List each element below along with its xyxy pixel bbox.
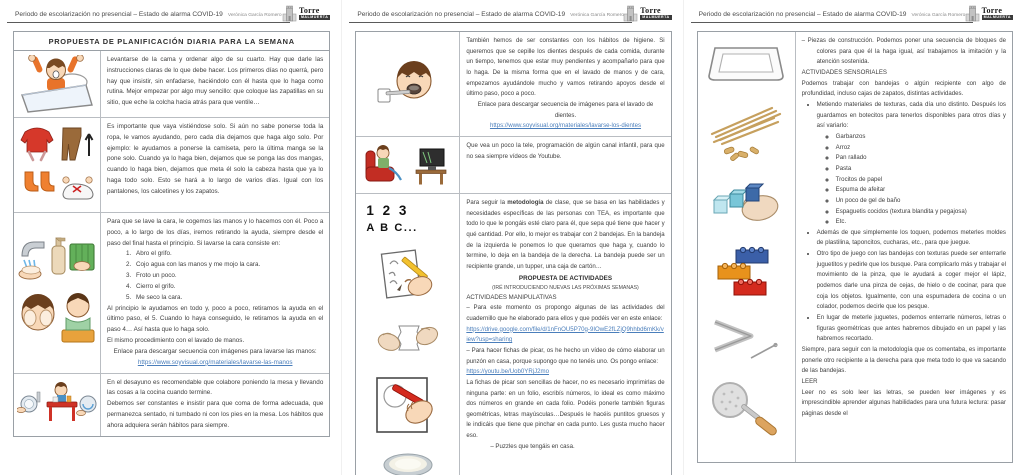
page-3 [683, 0, 1024, 475]
table-row [14, 118, 329, 213]
bullet-item: • Otro tipo de juego con las bandejas con texturas puede ser enterrarle juguetitos y pedirle que los busque. Para complicarlo más y trabajar el movimiento de la pinza, que le ayudará a coger mejor el lápiz, podemos darle una pinza de cejas, de hielo o de cocinar, para que coja los objetos. Igualmente, con una espumadera de cocina o un colador, podemos decirle que los pesque. [817, 249, 1006, 313]
step-item: 2. Cojo agua con las manos y me mojo la cara. [133, 260, 323, 271]
material-item: ◦ Un poco de gel de baño [836, 196, 1006, 207]
materials-list [802, 132, 1006, 228]
table-row [356, 32, 670, 137]
logo-text [299, 7, 330, 20]
page-header [355, 5, 671, 28]
breakfast-table-pictograms [14, 374, 101, 436]
header-title [699, 11, 966, 18]
material-item: ◦ Espaguetis cocidos (textura blandita y pegajosa) [836, 207, 1006, 218]
section-label: ACTIVIDADES SENSORIALES [801, 68, 887, 76]
material-item: ◦ Etc. [836, 217, 1006, 228]
castle-tower-icon [282, 5, 297, 22]
material-item: ◦ Arroz [836, 143, 1006, 154]
tray-photo [707, 42, 785, 84]
section-label: ACTIVIDADES MANIPULATIVAS [466, 293, 557, 301]
youtube-punch-link[interactable]: https://youtu.be/Uob0YRjJ2mo [466, 368, 549, 376]
washing-hands-face-pictograms [14, 213, 101, 373]
activities-pictograms [356, 194, 460, 475]
header-title [15, 11, 282, 18]
flour-plate-photo [381, 452, 435, 475]
step-item: 3. Froto un poco. [133, 271, 323, 282]
paragraph [466, 198, 664, 273]
breakfast-icons [17, 382, 97, 428]
header-divider [349, 22, 631, 23]
logo-name: Torre [640, 6, 661, 16]
row-text [460, 137, 670, 193]
header-title-text: Periodo de escolarización no presencial – Estado de alarma COVID-19 [698, 11, 907, 18]
skimmer-photo [706, 380, 786, 444]
logo-subname: MALMUERTA [983, 14, 1011, 19]
table-row [356, 137, 670, 194]
paragraph: Levantarse de la cama y ordenar algo de su cuarto. Hay que darle las instrucciones claras de lo que debe hacer. Los primeros días no querrá, pero hay que insistir, sin enfadarse, haciéndolo con él hasta que lo haga como rutina. Mejor empezar por algo muy sencillo: que coloque las zapatillas en su sitio, que eche la colcha hacia atrás para que ventile… [107, 56, 324, 107]
tweezers-and-needle-photo [711, 318, 781, 360]
header-title-text: Periodo de escolarización no presencial – Estado de alarma COVID-19 [357, 11, 566, 18]
activities-table [355, 31, 671, 475]
tearing-paper-pictogram [377, 320, 439, 360]
logo-subname: MALMUERTA [642, 14, 670, 19]
paragraph: Que vea un poco la tele, programación de algún canal infantil, para que no sea siempre vídeos de Youtube. [466, 141, 665, 160]
logo-text [982, 7, 1013, 20]
dash-item: – Para este momento os propongo algunas de las actividades del cuadernillo que he elaborado para ellos y que podéis ver en este enlace: [466, 304, 665, 322]
step-item: 5. Me seco la cara. [133, 293, 323, 304]
table-row [14, 213, 329, 374]
table-row [14, 51, 329, 118]
material-item: ◦ Garbanzos [836, 132, 1006, 143]
link-label: Enlace para descargar secuencia de imágenes para el lavado de dientes. [477, 100, 654, 119]
school-logo [965, 5, 1013, 22]
paragraph: Siempre, para seguir con la metodología que os comentaba, es importante ponerle otro recipiente a la derecha para que meta todo lo que va sacando de las bandejas. [801, 346, 1006, 375]
step-item: 1. Abro el grifo. [133, 249, 323, 260]
material-item: ◦ Trocitos de papel [836, 175, 1006, 186]
material-item: ◦ Pasta [836, 164, 1006, 175]
table-title: PROPUESTA DE PLANIFICACIÓN DIARIA PARA LA SEMANA [14, 32, 329, 51]
lego-bricks-pictogram [710, 246, 782, 298]
watching-tv-pictogram [356, 137, 460, 193]
drive-workbook-link[interactable]: https://drive.google.com/file/d/1nFnOU5P70g-9IOwE2fLZjQ9hhbd6mKk/view?usp=sharing [466, 325, 664, 344]
sensory-bullet-list [802, 100, 1006, 132]
paragraph: También hemos de ser constantes con los hábitos de higiene. Si queremos que se cepille los dientes después de cada comida, durante un tiempo, tenemos que estar muy pendientes y acompañarlo para que lo haga. De la misma forma que en el lavado de manos y de cara, empezamos ayudándole mucho y vamos retirando apoyos desde el último paso, poco a poco. [466, 37, 665, 98]
sensory-pictograms [698, 32, 796, 462]
tooth-brushing-pictogram [356, 32, 460, 136]
paragraph: Debemos ser constantes e insistir para que coma de forma adecuada, que permanezca sentado, ni tumbado ni con los pies en la mesa. Los hábitos que ahora adquiera serán hábitos para siempre. [107, 400, 324, 429]
row-text [101, 51, 329, 117]
logo-subname: MALMUERTA [300, 14, 329, 19]
paragraph: Podemos trabajar con bandejas o algún recipiente con algo de profundidad, incluso cajas de zapatos, distintas actividades. [801, 79, 1006, 98]
row-text [101, 374, 329, 436]
header-author: Verónica García Romero [570, 13, 624, 18]
row-text [460, 32, 670, 136]
bullet-item: • Además de que simplemente los toquen, podemos meterles moldes de plastilina, taponcitos, cucharas, etc., para que juegue. [817, 228, 1006, 249]
material-item: ◦ Pan rallado [836, 153, 1006, 164]
text-span: Para seguir la [466, 198, 508, 206]
dressing-icons [19, 122, 95, 208]
numbers-label: 1 2 3 [366, 202, 409, 218]
header-divider [691, 22, 973, 23]
tooth-brushing-icon [376, 55, 440, 113]
waking-up-icon [20, 55, 94, 113]
school-logo [623, 5, 671, 22]
school-logo [282, 5, 330, 22]
spaghetti-sticks-photo [706, 104, 786, 162]
link-label: Enlace para descargar secuencia con imágenes para lavarse las manos: [113, 347, 317, 355]
logo-name: Torre [981, 6, 1003, 16]
bullet-item: • En lugar de meterle juguetes, podemos enterrarle números, letras o figuras geométricas que antes habremos dibujado en un papel y las habremos recortado. [817, 313, 1006, 345]
logo-text [640, 7, 671, 20]
page-1 [0, 0, 341, 475]
castle-tower-icon [965, 5, 980, 22]
text-span: de clase, que se basa en las habilidades y necesidades específicas de las personas con TEA, es importante que todo lo que le pongáis esté claro para él, que sepa qué tiene que hacer y qué cantidad. Por ello, lo mejor es trabajar con 2 bandejas. En la bandeja de la izquierda le ponemos lo que queramos que haga y, cuando lo termine, lo deja en la bandeja de la derecha. La bandeja puede ser un recipiente grande, un tupper, una caja de cartón… [466, 198, 665, 270]
page-2 [341, 0, 682, 475]
sensory-activities-table [697, 31, 1013, 463]
paragraph: Leer no es solo leer las letras, se pueden leer imágenes y es imprescindible aprender algunas habilidades para una futura lectura: pasar páginas desde el [801, 388, 1006, 417]
table-row [698, 32, 1012, 462]
row-text [460, 194, 670, 475]
header-divider [7, 22, 290, 23]
paragraph: Es importante que vaya vistiéndose solo. Si aún no sabe ponerse toda la ropa, le vamos ayudando, pero cada día dejamos que haga algo solo. Por ejemplo: le ayudamos a ponerse la camiseta, pero la última manga se la pone solo. Cuando ya lo haga bien, dejamos que se ponga las dos mangas, cuando lo haga bien, dejamos que meta él solo la cabeza hasta que ya lo haga todo solo. Esto se hará a lo largo de varios días. Igual con los pantalones, los calcetines y los zapatos. [107, 123, 324, 195]
letters-label: A B C... [366, 222, 418, 235]
getting-dressed-pictograms [14, 118, 101, 212]
header-author: Verónica García Romero [911, 13, 966, 18]
needle-photo [751, 344, 777, 358]
writing-hand-pictogram [378, 248, 438, 304]
child-waking-up-pictogram [14, 51, 101, 117]
punching-card-pictogram [375, 376, 441, 436]
soyvisual-teeth-link[interactable]: https://www.soyvisual.org/materiales/lavarse-los-dientes [489, 122, 642, 130]
bold-text: metodología [507, 198, 544, 206]
washing-icons [18, 218, 96, 368]
watching-tv-icon [364, 141, 452, 189]
sensory-bullet-list [802, 228, 1006, 345]
paragraph: El mismo procedimiento con el lavado de manos. [107, 337, 245, 345]
table-row [14, 374, 329, 436]
daily-plan-table [13, 31, 330, 437]
paragraph: Al principio le ayudamos en todo y, poco a poco, retiramos la ayuda en el último paso, el 5. Cuando lo haya conseguido, le retiramos la ayuda en el paso 4… Así hasta que lo haga solo. [107, 304, 324, 334]
header-author: Verónica García Romero [227, 13, 282, 18]
page-header [13, 5, 330, 28]
header-title [357, 11, 624, 18]
dash-item: – Para hacer fichas de picar, os he hecho un vídeo de cómo elaborar un punzón en casa, porque supongo que no tenéis uno. Os pongo enlace: [466, 346, 665, 365]
bullet-item: • Metiendo materiales de texturas, cada día uno distinto. Después los guardamos en botecitos para tenerlos disponibles para otros días y así variarlo: [817, 100, 1006, 132]
material-item: ◦ Espuma de afeitar [836, 185, 1006, 196]
dash-item: – Puzzles que tengáis en casa. [490, 442, 575, 450]
dash-item: – Piezas de construcción. Podemos poner una secuencia de bloques de colores para que él la haga igual, así trabajamos la imitación y la atención sostenida. [801, 37, 1006, 66]
row-text [796, 32, 1012, 462]
activities-subheading: (IRÉ INTRODUCIENDO NUEVAS LAS PRÓXIMAS SEMANAS) [492, 284, 639, 291]
row-text [101, 118, 329, 212]
section-label: LEER [801, 378, 818, 385]
step-item: 4. Cierro el grifo. [133, 282, 323, 293]
row-text [101, 213, 329, 373]
activities-heading: PROPUESTA DE ACTIVIDADES [518, 274, 613, 282]
paragraph: Para que se lave la cara, le cogemos las manos y lo hacemos con él. Poco a poco, a lo largo de los días, iremos retirando la ayuda, siempre desde el paso del final hasta el principio. Si lavarse la cara consiste en: [107, 218, 324, 247]
castle-tower-icon [623, 5, 638, 22]
header-title-text: Periodo de escolarización no presencial – Estado de alarma COVID-19 [15, 11, 223, 18]
soyvisual-handwash-link[interactable]: https://www.soyvisual.org/materiales/lavarse-las-manos [137, 358, 293, 366]
paragraph: En el desayuno es recomendable que colabore poniendo la mesa y llevando las cosas a la cocina cuando termine. [107, 378, 324, 397]
paragraph: La fichas de picar son sencillas de hacer, no es necesario imprimirlas de ninguna parte: en un folio, escribís números, lo ideal es como máximo dos números en grande en cada folio. Podéis ponerle también figuras geométricas, letras mayúsculas…Después le hacéis puntitos gruesos y le indicáis que tiene que pinchar en cada punto. Les gusta mucho hacer eso. [466, 378, 665, 440]
table-row [356, 194, 670, 475]
hand-with-cubes-pictogram [710, 182, 782, 226]
page-header [697, 5, 1013, 28]
face-washing-steps [107, 249, 323, 303]
logo-name: Torre [298, 6, 320, 16]
